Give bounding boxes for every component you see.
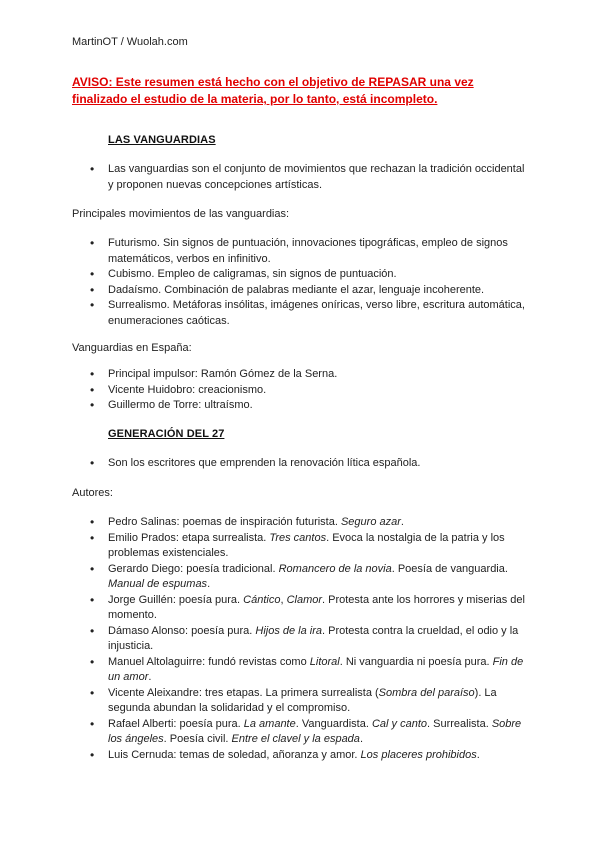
author-item bbox=[90, 624, 530, 655]
author-item bbox=[90, 748, 530, 764]
author-text: . Surrealista. bbox=[427, 717, 492, 730]
page-header: MartinOT / Wuolah.com bbox=[72, 36, 188, 48]
author-text: Rafael Alberti: poesía pura. bbox=[108, 717, 244, 730]
author-text: . bbox=[400, 516, 404, 528]
list-item: • Principal impulsor: Ramón Gómez de la Serna. bbox=[90, 367, 530, 383]
author-text: . Poesía civil. bbox=[163, 733, 232, 745]
author-item bbox=[90, 686, 530, 717]
author-text: Gerardo Diego: poesía tradicional. bbox=[108, 562, 279, 575]
vanguardias-intro-list bbox=[90, 162, 530, 193]
notice-warning: AVISO: Este resumen está hecho con el objetivo de REPASAR una vez finalizado el estudio de la materia, por lo tanto, está incompleto. bbox=[72, 75, 474, 106]
work-title: Fin de un amor bbox=[108, 655, 524, 683]
generacion-intro-list bbox=[90, 456, 530, 472]
list-item: • Surrealismo. Metáforas insólitas, imágenes oníricas, verso libre, escritura automática, enumeraciones caóticas. bbox=[90, 298, 530, 329]
author-text: Dámaso Alonso: poesía pura. bbox=[108, 624, 256, 637]
work-title: Tres cantos bbox=[269, 531, 327, 544]
list-item: • Dadaísmo. Combinación de palabras mediante el azar, lenguaje incoherente. bbox=[90, 283, 530, 299]
list-item: • Vicente Huidobro: creacionismo. bbox=[90, 383, 530, 399]
author-item bbox=[90, 562, 530, 593]
movements-label: Principales movimientos de las vanguardias: bbox=[72, 208, 290, 220]
work-title: Sobre los ángeles bbox=[108, 717, 522, 745]
author-text: Vicente Aleixandre: tres etapas. La primera surrealista ( bbox=[108, 686, 379, 699]
author-text: . bbox=[476, 748, 480, 761]
section-title-generacion: GENERACIÓN DEL 27 bbox=[108, 428, 225, 440]
author-item bbox=[90, 515, 530, 531]
author-text: . Evoca la nostalgia de la patria y los problemas existenciales. bbox=[108, 531, 505, 559]
author-item bbox=[90, 531, 530, 562]
author-text: . Protesta ante los horrores y miserias del momento. bbox=[108, 593, 525, 621]
author-text: . bbox=[148, 671, 152, 683]
list-item: • Cubismo. Empleo de caligramas, sin signos de puntuación. bbox=[90, 267, 530, 283]
work-title: Sombra del paraíso bbox=[378, 686, 475, 699]
work-title: Seguro azar bbox=[340, 516, 401, 528]
work-title: Hijos de la ira bbox=[255, 624, 323, 637]
author-text: . bbox=[207, 578, 211, 590]
author-item bbox=[90, 655, 530, 686]
author-text: . Protesta contra la crueldad, el odio y la injusticia. bbox=[108, 624, 519, 652]
work-title: Clamor bbox=[286, 593, 323, 606]
list-item: • Guillermo de Torre: ultraísmo. bbox=[90, 398, 530, 414]
author-text: Manuel Altolaguirre: fundó revistas como bbox=[108, 655, 310, 668]
work-title: Los placeres prohibidos bbox=[360, 748, 477, 761]
work-title: La amante bbox=[243, 717, 296, 730]
author-item bbox=[90, 717, 530, 748]
author-text: . Vanguardista. bbox=[295, 717, 372, 730]
authors-label: Autores: bbox=[72, 487, 113, 499]
spain-label: Vanguardias en España: bbox=[72, 342, 192, 354]
work-title: Litoral bbox=[309, 655, 340, 668]
work-title: Cántico bbox=[243, 593, 281, 606]
author-text: , bbox=[280, 593, 287, 606]
author-text: Jorge Guillén: poesía pura. bbox=[108, 593, 244, 606]
author-text: Emilio Prados: etapa surrealista. bbox=[108, 531, 270, 544]
work-title: Romancero de la novia bbox=[278, 562, 392, 575]
author-text: Pedro Salinas: poemas de inspiración futurista. bbox=[108, 516, 341, 528]
spain-list bbox=[90, 367, 530, 414]
list-item: • Futurismo. Sin signos de puntuación, innovaciones tipográficas, empleo de signos matemáticos, verbos en infinitivo. bbox=[90, 236, 530, 267]
section-title-vanguardias: LAS VANGUARDIAS bbox=[108, 134, 216, 146]
work-title: Cal y canto bbox=[371, 717, 427, 730]
author-text: . Ni vanguardia ni poesía pura. bbox=[339, 655, 493, 668]
author-text: Luis Cernuda: temas de soledad, añoranza y amor. bbox=[108, 748, 361, 761]
author-text: ). La segunda abundan la solidaridad y el compromiso. bbox=[108, 686, 497, 714]
work-title: Entre el clavel y la espada bbox=[231, 733, 360, 745]
author-item bbox=[90, 593, 530, 624]
author-text: . Poesía de vanguardia. bbox=[391, 562, 508, 575]
work-title: Manual de espumas bbox=[108, 578, 208, 590]
authors-list bbox=[90, 515, 530, 763]
author-text: . bbox=[359, 733, 363, 745]
list-item: • Las vanguardias son el conjunto de movimientos que rechazan la tradición occidental y proponen nuevas concepciones artísticas. bbox=[90, 162, 530, 193]
list-item: • Son los escritores que emprenden la renovación lítica española. bbox=[90, 456, 530, 472]
movements-list bbox=[90, 236, 530, 329]
